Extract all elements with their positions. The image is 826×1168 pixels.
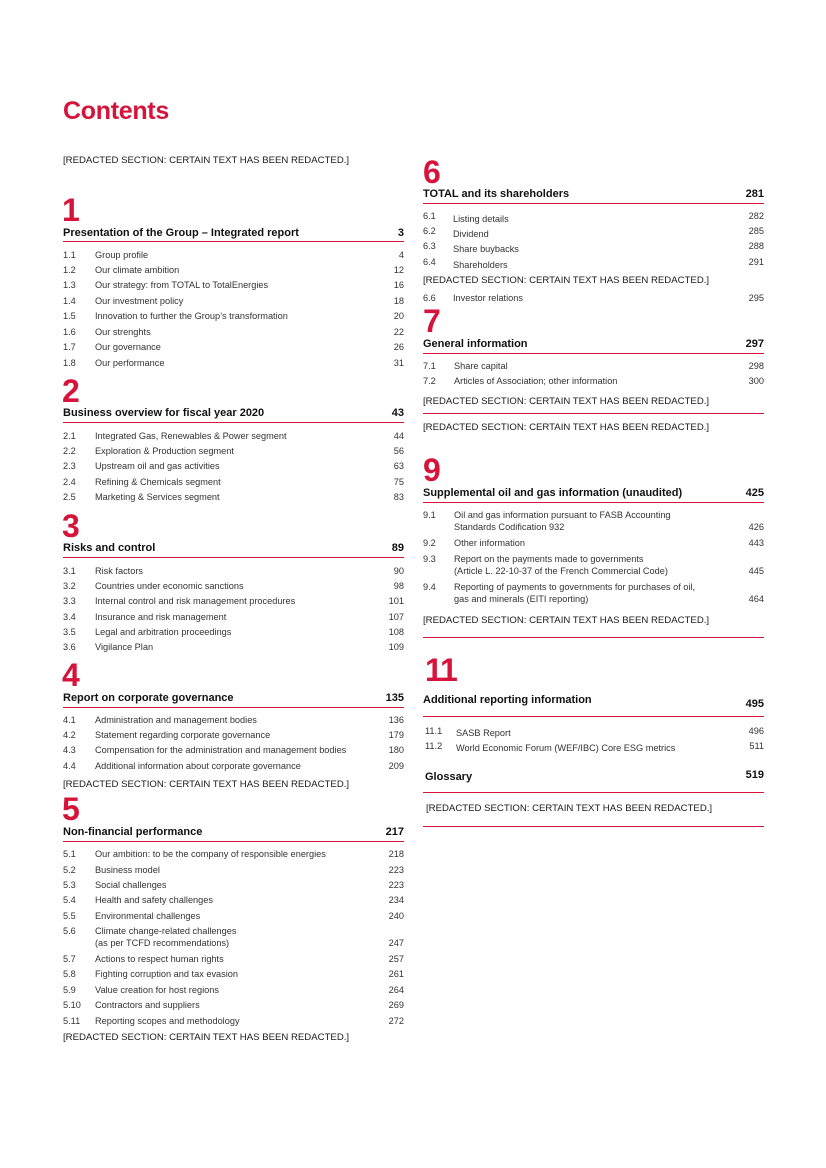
toc-row[interactable] [63, 894, 404, 908]
item-label: Legal and arbitration proceedings [95, 627, 232, 637]
item-page: 291 [748, 257, 764, 267]
item-label: Statement regarding corporate governance [95, 730, 271, 740]
toc-row[interactable] [63, 729, 404, 743]
item-page: 136 [388, 715, 404, 725]
item-label: Articles of Association; other information [454, 376, 618, 386]
item-label: Fighting corruption and tax evasion [95, 969, 239, 979]
item-page: 223 [388, 865, 404, 875]
toc-row[interactable] [63, 744, 404, 758]
item-page: 180 [388, 745, 404, 755]
section-divider [63, 241, 404, 242]
item-number: 4.3 [63, 745, 76, 755]
item-label: Oil and gas information pursuant to FASB Accounting [454, 510, 671, 520]
item-number: 4.1 [63, 715, 76, 725]
item-label: Our investment policy [95, 296, 184, 306]
redacted-note: [REDACTED SECTION: CERTAIN TEXT HAS BEEN REDACTED.] [423, 275, 710, 286]
glossary-title[interactable]: Glossary [425, 771, 473, 783]
item-label: Internal control and risk management procedures [95, 596, 296, 606]
item-page: 26 [393, 342, 404, 352]
item-page: 108 [388, 627, 404, 637]
section-title[interactable]: Risks and control [63, 542, 156, 554]
item-number: 5.5 [63, 911, 76, 921]
item-label: Risk factors [95, 566, 143, 576]
item-number: 1.7 [63, 342, 76, 352]
item-label: Social challenges [95, 880, 167, 890]
toc-row[interactable] [423, 537, 764, 551]
item-number: 6.1 [423, 211, 436, 221]
toc-row[interactable] [63, 953, 404, 967]
toc-row[interactable] [63, 295, 404, 309]
item-label: Share buybacks [453, 244, 519, 254]
section-title[interactable]: Additional reporting information [423, 694, 592, 706]
section-number: 11 [425, 652, 457, 688]
redacted-note: [REDACTED SECTION: CERTAIN TEXT HAS BEEN REDACTED.] [423, 422, 710, 433]
item-label-line2: gas and minerals (EITI reporting) [454, 594, 589, 604]
item-label: Contractors and suppliers [95, 1000, 200, 1010]
item-number: 6.6 [423, 293, 436, 303]
item-label: Upstream oil and gas activities [95, 461, 220, 471]
item-number: 5.10 [63, 1000, 81, 1010]
item-label: Our ambition: to be the company of responsible energies [95, 849, 326, 859]
section-divider [423, 502, 764, 503]
item-page: 31 [393, 358, 404, 368]
item-page: 83 [393, 492, 404, 502]
item-label: Integrated Gas, Renewables & Power segment [95, 431, 287, 441]
item-page: 209 [388, 761, 404, 771]
glossary-page: 519 [745, 769, 764, 781]
item-page: 295 [748, 293, 764, 303]
section-title[interactable]: Report on corporate governance [63, 692, 234, 704]
item-page: 223 [388, 880, 404, 890]
item-label: Actions to respect human rights [95, 954, 224, 964]
item-label: Value creation for host regions [95, 985, 219, 995]
toc-row[interactable] [63, 760, 404, 774]
item-number: 7.2 [423, 376, 436, 386]
section-page: 495 [745, 698, 764, 710]
item-page: 257 [388, 954, 404, 964]
redacted-note: [REDACTED SECTION: CERTAIN TEXT HAS BEEN REDACTED.] [426, 803, 713, 814]
item-number: 9.1 [423, 510, 436, 520]
section-number: 7 [423, 303, 440, 339]
item-page: 298 [748, 361, 764, 371]
toc-row[interactable] [63, 279, 404, 293]
toc-row[interactable] [423, 210, 764, 224]
item-label: Health and safety challenges [95, 895, 213, 905]
item-label: Our strenghts [95, 327, 151, 337]
page-title: Contents [63, 97, 169, 125]
section-number: 3 [62, 508, 79, 544]
section-page: 3 [397, 227, 404, 239]
section-divider [423, 203, 764, 204]
item-number: 5.1 [63, 849, 76, 859]
section-divider [63, 422, 404, 423]
item-label: Innovation to further the Group’s transformation [95, 311, 288, 321]
item-page: 218 [388, 849, 404, 859]
toc-row[interactable] [63, 879, 404, 893]
item-page: 272 [388, 1016, 404, 1026]
toc-row[interactable] [63, 1015, 404, 1029]
toc-row[interactable] [63, 264, 404, 278]
item-number: 9.3 [423, 554, 436, 564]
item-label: Marketing & Services segment [95, 492, 220, 502]
toc-row[interactable] [423, 581, 764, 607]
item-page: 443 [748, 538, 764, 548]
item-number: 1.6 [63, 327, 76, 337]
item-page: 282 [748, 211, 764, 221]
item-label: Group profile [95, 250, 149, 260]
item-label: Dividend [453, 229, 489, 239]
item-label: Refining & Chemicals segment [95, 477, 221, 487]
item-number: 1.5 [63, 311, 76, 321]
item-number: 2.1 [63, 431, 76, 441]
redacted-note: [REDACTED SECTION: CERTAIN TEXT HAS BEEN REDACTED.] [63, 1032, 350, 1043]
toc-row[interactable] [63, 310, 404, 324]
item-label: Vigilance Plan [95, 642, 154, 652]
item-number: 11.2 [425, 741, 443, 751]
section-divider [423, 716, 764, 717]
toc-row[interactable] [63, 341, 404, 355]
item-page: 426 [748, 522, 764, 532]
toc-row[interactable] [63, 984, 404, 998]
toc-row[interactable] [423, 256, 764, 270]
section-title[interactable]: General information [423, 338, 528, 350]
toc-row[interactable] [425, 725, 764, 739]
item-number: 5.2 [63, 865, 76, 875]
item-number: 1.3 [63, 280, 76, 290]
toc-row[interactable] [63, 641, 404, 655]
item-label: Reporting scopes and methodology [95, 1016, 240, 1026]
item-page: 90 [393, 566, 404, 576]
toc-row[interactable] [423, 375, 764, 389]
toc-row[interactable] [423, 292, 764, 306]
section-page: 135 [385, 692, 404, 704]
item-number: 2.3 [63, 461, 76, 471]
item-label-line2: Standards Codification 932 [454, 522, 565, 532]
toc-row[interactable] [425, 740, 764, 754]
item-label: Administration and management bodies [95, 715, 257, 725]
item-number: 1.4 [63, 296, 76, 306]
redacted-note: [REDACTED SECTION: CERTAIN TEXT HAS BEEN REDACTED.] [63, 779, 350, 790]
item-number: 7.1 [423, 361, 436, 371]
toc-row[interactable] [63, 910, 404, 924]
item-label: Shareholders [453, 260, 508, 270]
section-divider [423, 637, 764, 638]
section-page: 217 [385, 826, 404, 838]
item-page: 101 [388, 596, 404, 606]
item-page: 56 [393, 446, 404, 456]
section-number: 4 [62, 657, 79, 693]
item-number: 9.4 [423, 582, 436, 592]
toc-row[interactable] [63, 326, 404, 340]
item-page: 20 [393, 311, 404, 321]
section-page: 425 [745, 487, 764, 499]
section-page: 281 [745, 188, 764, 200]
section-number: 2 [62, 373, 79, 409]
toc-row[interactable] [63, 565, 404, 579]
item-page: 179 [388, 730, 404, 740]
item-number: 4.2 [63, 730, 76, 740]
item-page: 98 [393, 581, 404, 591]
redacted-note: [REDACTED SECTION: CERTAIN TEXT HAS BEEN REDACTED.] [423, 615, 710, 626]
item-number: 9.2 [423, 538, 436, 548]
toc-row[interactable] [63, 476, 404, 490]
item-number: 5.6 [63, 926, 76, 936]
toc-row[interactable] [63, 460, 404, 474]
item-page: 300 [748, 376, 764, 386]
item-label: SASB Report [456, 728, 511, 738]
toc-row[interactable] [63, 249, 404, 263]
item-label: Our strategy: from TOTAL to TotalEnergies [95, 280, 269, 290]
item-number: 2.4 [63, 477, 76, 487]
section-number: 6 [423, 154, 440, 190]
item-number: 6.2 [423, 226, 436, 236]
item-label: Investor relations [453, 293, 523, 303]
toc-row[interactable] [63, 445, 404, 459]
item-page: 269 [388, 1000, 404, 1010]
toc-row[interactable] [63, 580, 404, 594]
item-page: 234 [388, 895, 404, 905]
section-divider [423, 792, 764, 793]
item-number: 5.3 [63, 880, 76, 890]
item-label: Other information [454, 538, 525, 548]
item-page: 285 [748, 226, 764, 236]
item-number: 11.1 [425, 726, 443, 736]
section-number: 9 [423, 452, 440, 488]
item-number: 5.9 [63, 985, 76, 995]
item-label: Compensation for the administration and management bodies [95, 745, 347, 755]
item-page: 511 [749, 741, 764, 751]
item-label-line2: (as per TCFD recommendations) [95, 938, 230, 948]
section-divider [63, 557, 404, 558]
item-label: Reporting of payments to governments for purchases of oil, [454, 582, 696, 592]
toc-row[interactable] [63, 491, 404, 505]
item-number: 3.2 [63, 581, 76, 591]
item-number: 3.6 [63, 642, 76, 652]
item-number: 5.11 [63, 1016, 81, 1026]
toc-row[interactable] [63, 626, 404, 640]
toc-row[interactable] [63, 357, 404, 371]
item-label: Our governance [95, 342, 161, 352]
item-page: 445 [748, 566, 764, 576]
section-title[interactable]: Business overview for fiscal year 2020 [63, 407, 265, 419]
section-number: 1 [62, 192, 79, 228]
toc-row[interactable] [63, 611, 404, 625]
item-number: 4.4 [63, 761, 76, 771]
item-page: 464 [748, 594, 764, 604]
section-page: 43 [391, 407, 404, 419]
toc-row[interactable] [63, 595, 404, 609]
item-label: Listing details [453, 214, 509, 224]
item-number: 2.2 [63, 446, 76, 456]
item-label: World Economic Forum (WEF/IBC) Core ESG metrics [456, 743, 676, 753]
item-page: 109 [388, 642, 404, 652]
item-number: 5.4 [63, 895, 76, 905]
item-label: Share capital [454, 361, 508, 371]
item-number: 3.5 [63, 627, 76, 637]
item-number: 6.4 [423, 257, 436, 267]
toc-row[interactable] [63, 925, 404, 951]
item-number: 2.5 [63, 492, 76, 502]
section-page: 297 [745, 338, 764, 350]
item-page: 75 [393, 477, 404, 487]
item-page: 12 [393, 265, 404, 275]
item-page: 4 [398, 250, 404, 260]
toc-row[interactable] [63, 714, 404, 728]
item-page: 44 [393, 431, 404, 441]
item-number: 3.3 [63, 596, 76, 606]
toc-row[interactable] [63, 848, 404, 862]
redacted-note: [REDACTED SECTION: CERTAIN TEXT HAS BEEN REDACTED.] [423, 396, 710, 407]
item-number: 5.7 [63, 954, 76, 964]
section-title[interactable]: Supplemental oil and gas information (unaudited) [423, 487, 683, 499]
item-number: 3.4 [63, 612, 76, 622]
item-label: Insurance and risk management [95, 612, 227, 622]
item-page: 107 [388, 612, 404, 622]
item-number: 5.8 [63, 969, 76, 979]
item-page: 16 [393, 280, 404, 290]
item-number: 3.1 [63, 566, 76, 576]
toc-row[interactable] [63, 999, 404, 1013]
item-page: 18 [393, 296, 404, 306]
section-title[interactable]: Presentation of the Group – Integrated report [63, 227, 299, 239]
item-page: 247 [388, 938, 404, 948]
item-page: 288 [748, 241, 764, 251]
item-label: Report on the payments made to governments [454, 554, 644, 564]
item-label: Countries under economic sanctions [95, 581, 244, 591]
item-number: 6.3 [423, 241, 436, 251]
section-divider [423, 353, 764, 354]
redacted-note: [REDACTED SECTION: CERTAIN TEXT HAS BEEN REDACTED.] [63, 155, 350, 166]
section-divider [423, 826, 764, 827]
item-page: 261 [388, 969, 404, 979]
section-number: 5 [62, 791, 79, 827]
toc-row[interactable] [423, 553, 764, 579]
section-divider [63, 841, 404, 842]
item-number: 1.8 [63, 358, 76, 368]
item-number: 1.2 [63, 265, 76, 275]
item-number: 1.1 [63, 250, 76, 260]
toc-row[interactable] [63, 864, 404, 878]
toc-row[interactable] [63, 968, 404, 982]
toc-row[interactable] [423, 509, 764, 535]
item-page: 240 [388, 911, 404, 921]
item-label-line2: (Article L. 22-10-37 of the French Commercial Code) [454, 566, 668, 576]
section-divider [63, 707, 404, 708]
toc-row[interactable] [423, 360, 764, 374]
item-label: Our climate ambition [95, 265, 180, 275]
item-page: 63 [393, 461, 404, 471]
item-label: Climate change-related challenges [95, 926, 237, 936]
item-label: Our performance [95, 358, 165, 368]
item-page: 264 [388, 985, 404, 995]
toc-row[interactable] [63, 430, 404, 444]
item-page: 22 [393, 327, 404, 337]
item-label: Environmental challenges [95, 911, 201, 921]
item-page: 496 [748, 726, 764, 736]
section-page: 89 [391, 542, 404, 554]
section-title[interactable]: Non-financial performance [63, 826, 203, 838]
item-label: Additional information about corporate governance [95, 761, 301, 771]
section-title[interactable]: TOTAL and its shareholders [423, 188, 570, 200]
item-label: Exploration & Production segment [95, 446, 234, 456]
item-label: Business model [95, 865, 160, 875]
toc-row[interactable] [423, 225, 764, 239]
section-divider [423, 413, 764, 414]
toc-row[interactable] [423, 240, 764, 254]
